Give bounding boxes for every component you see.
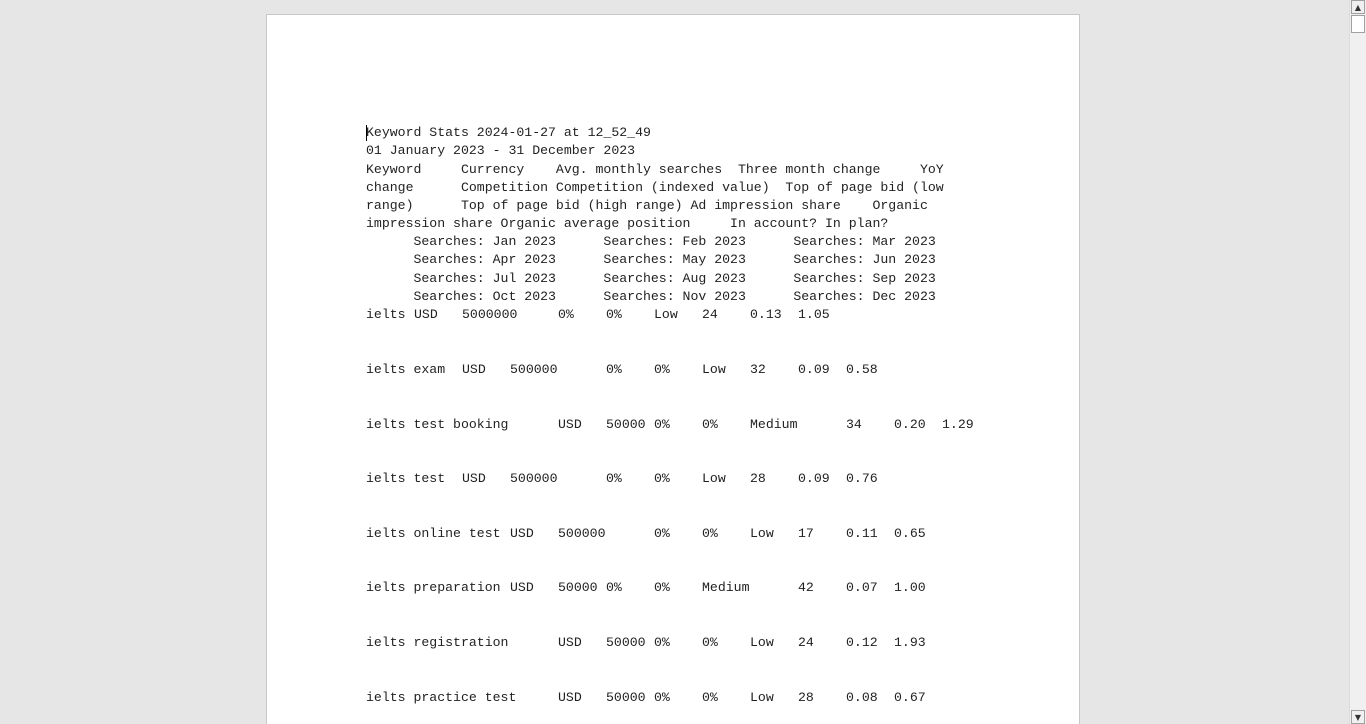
cell-competition-index: 42 [798,580,814,595]
cell-three-month-change: 0% [606,580,622,595]
cell-avg-searches: 50000 [606,417,646,432]
cell-currency: USD [462,362,486,377]
header-line-columns-3: range) Top of page bid (high range) Ad impression share Organic [366,198,928,213]
cell-keyword: ielts practice test [366,690,517,705]
cell-competition-index: 34 [846,417,862,432]
cell-yoy-change: 0% [702,690,718,705]
cell-yoy-change: 0% [654,580,670,595]
cell-avg-searches: 5000000 [462,307,518,322]
cell-high-bid: 0.58 [846,362,878,377]
cell-low-bid: 0.12 [846,635,878,650]
header-line-columns-1: Keyword Currency Avg. monthly searches Three month change YoY [366,162,944,177]
cell-competition: Low [702,471,726,486]
cell-high-bid: 0.67 [894,690,926,705]
cell-competition-index: 24 [798,635,814,650]
cell-competition: Low [750,526,774,541]
header-line-columns-4: impression share Organic average position In account? In plan? [366,216,889,231]
cell-high-bid: 0.76 [846,471,878,486]
cell-keyword: ielts test [366,471,446,486]
cell-three-month-change: 0% [654,635,670,650]
header-line-searches-4: Searches: Oct 2023 Searches: Nov 2023 Searches: Dec 2023 [366,289,936,304]
scrollbar-thumb[interactable] [1351,15,1365,33]
cell-low-bid: 0.13 [750,307,782,322]
cell-avg-searches: 50000 [558,580,598,595]
cell-three-month-change: 0% [654,526,670,541]
cell-keyword: ielts preparation [366,580,501,595]
cell-high-bid: 1.29 [942,417,974,432]
header-line-title: Keyword Stats 2024-01-27 at 12_52_49 [366,125,651,140]
cell-three-month-change: 0% [558,307,574,322]
cell-low-bid: 0.20 [894,417,926,432]
cell-competition: Medium [702,580,750,595]
cell-avg-searches: 500000 [510,471,558,486]
cell-avg-searches: 50000 [606,690,646,705]
cell-competition-index: 32 [750,362,766,377]
cell-yoy-change: 0% [702,635,718,650]
cell-yoy-change: 0% [654,362,670,377]
cell-competition: Low [750,690,774,705]
scroll-down-icon[interactable]: ▼ [1351,710,1365,724]
cell-low-bid: 0.09 [798,471,830,486]
cell-low-bid: 0.09 [798,362,830,377]
cell-high-bid: 0.65 [894,526,926,541]
cell-currency: USD [558,635,582,650]
cell-high-bid: 1.00 [894,580,926,595]
cell-competition-index: 24 [702,307,718,322]
cell-competition: Medium [750,417,798,432]
cell-competition: Low [654,307,678,322]
header-line-searches-3: Searches: Jul 2023 Searches: Aug 2023 Searches: Sep 2023 [366,271,936,286]
cell-currency: USD [510,526,534,541]
cell-competition: Low [750,635,774,650]
cell-currency: USD [510,580,534,595]
cell-currency: USD [414,307,438,322]
header-line-daterange: 01 January 2023 - 31 December 2023 [366,143,636,158]
cell-three-month-change: 0% [606,471,622,486]
cell-avg-searches: 500000 [510,362,558,377]
cell-competition-index: 17 [798,526,814,541]
cell-low-bid: 0.07 [846,580,878,595]
header-line-searches-1: Searches: Jan 2023 Searches: Feb 2023 Searches: Mar 2023 [366,234,936,249]
cell-yoy-change: 0% [702,526,718,541]
vertical-scrollbar[interactable] [1349,0,1366,724]
cell-yoy-change: 0% [654,471,670,486]
cell-three-month-change: 0% [606,362,622,377]
cell-currency: USD [558,417,582,432]
cell-keyword: ielts online test [366,526,501,541]
cell-currency: USD [462,471,486,486]
cell-yoy-change: 0% [702,417,718,432]
cell-keyword: ielts [366,307,406,322]
cell-yoy-change: 0% [606,307,622,322]
cell-high-bid: 1.93 [894,635,926,650]
cell-currency: USD [558,690,582,705]
scroll-up-icon[interactable]: ▲ [1351,0,1365,14]
cell-keyword: ielts registration [366,635,509,650]
cell-competition-index: 28 [750,471,766,486]
cell-competition: Low [702,362,726,377]
cell-low-bid: 0.08 [846,690,878,705]
cell-competition-index: 28 [798,690,814,705]
cell-high-bid: 1.05 [798,307,830,322]
cell-three-month-change: 0% [654,417,670,432]
header-line-searches-2: Searches: Apr 2023 Searches: May 2023 Searches: Jun 2023 [366,252,936,267]
cell-low-bid: 0.11 [846,526,878,541]
cell-avg-searches: 500000 [558,526,606,541]
cell-three-month-change: 0% [654,690,670,705]
header-line-columns-2: change Competition Competition (indexed value) Top of page bid (low [366,180,944,195]
cell-keyword: ielts exam [366,362,446,377]
cell-avg-searches: 50000 [606,635,646,650]
cell-keyword: ielts test booking [366,417,509,432]
